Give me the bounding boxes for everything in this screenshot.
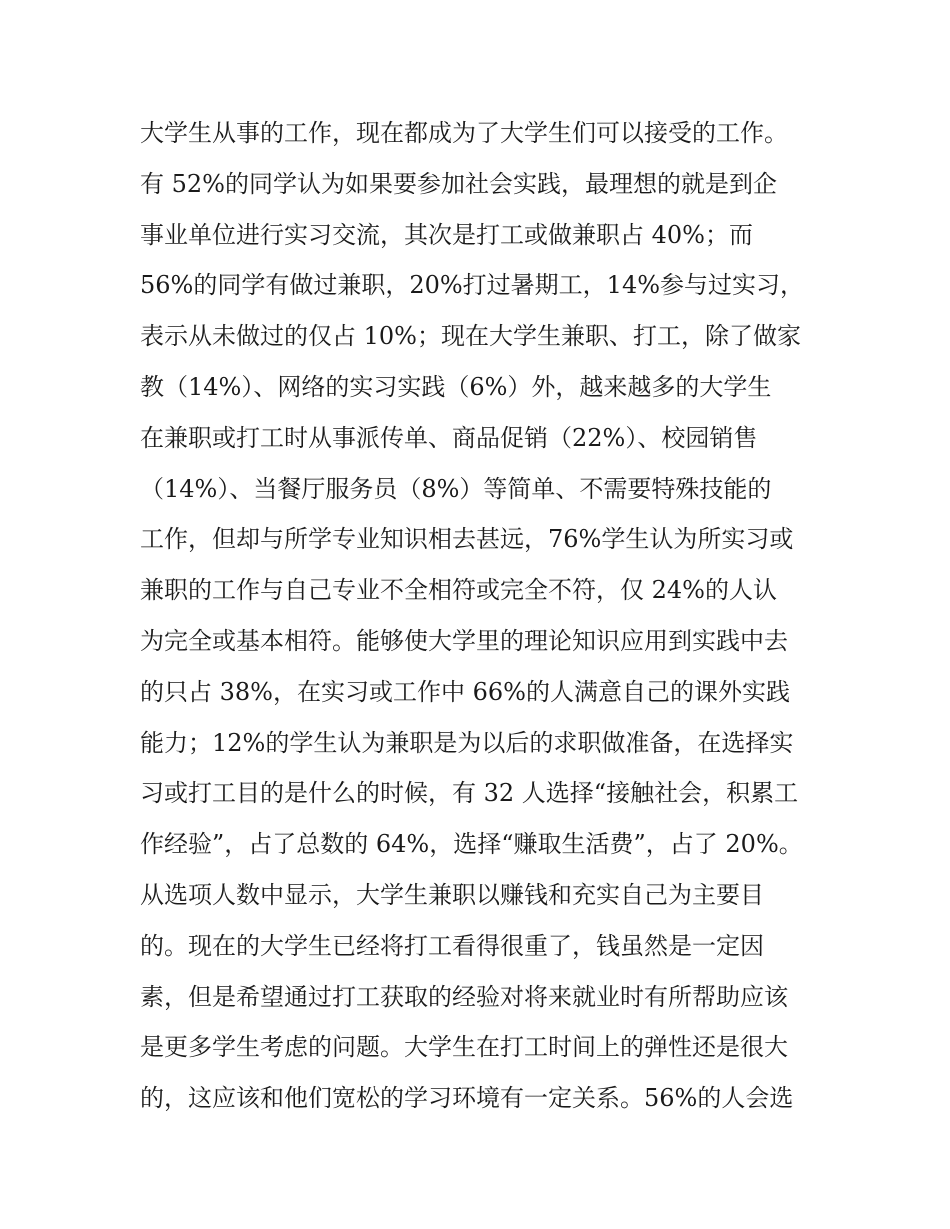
text-line: 的，这应该和他们宽松的学习环境有一定关系。56%的人会选: [140, 1084, 794, 1113]
text-line: 为完全或基本相符。能够使大学里的理论知识应用到实践中去: [140, 626, 788, 655]
text-line: 大学生从事的工作，现在都成为了大学生们可以接受的工作。: [140, 119, 788, 147]
text-line: （14%）、当餐厅服务员（8%）等简单、不需要特殊技能的: [140, 474, 772, 503]
text-line: 的。现在的大学生已经将打工看得很重了，钱虽然是一定因: [140, 931, 764, 960]
text-line: 有 52%的同学认为如果要参加社会实践，最理想的就是到企: [140, 169, 777, 198]
text-line: 事业单位进行实习交流，其次是打工或做兼职占 40%；而: [140, 220, 753, 249]
text-line: 的只占 38%，在实习或工作中 66%的人满意自己的课外实践: [140, 677, 790, 706]
text-line: 作经验”，占了总数的 64%，选择“赚取生活费”，占了 20%。: [140, 830, 803, 859]
body-text: [140, 108, 830, 1124]
text-line: 表示从未做过的仅占 10%；现在大学生兼职、打工，除了做家: [140, 322, 801, 351]
text-line: 56%的同学有做过兼职，20%打过暑期工，14%参与过实习，: [140, 271, 805, 300]
text-line: 素，但是希望通过打工获取的经验对将来就业时有所帮助应该: [140, 982, 788, 1011]
text-line: 能力；12%的学生认为兼职是为以后的求职做准备，在选择实: [140, 728, 794, 757]
text-line: 教（14%）、网络的实习实践（6%）外，越来越多的大学生: [140, 372, 772, 401]
text-line: 兼职的工作与自己专业不全相符或完全不符，仅 24%的人认: [140, 576, 777, 605]
text-line: 习或打工目的是什么的时候，有 32 人选择“接触社会，积累工: [140, 779, 799, 808]
text-line: 工作，但却与所学专业知识相去甚远，76%学生认为所实习或: [140, 525, 794, 554]
text-line: 在兼职或打工时从事派传单、商品促销（22%）、校园销售: [140, 423, 758, 452]
text-line: 从选项人数中显示，大学生兼职以赚钱和充实自己为主要目: [140, 880, 764, 909]
text-line: 是更多学生考虑的问题。大学生在打工时间上的弹性还是很大: [140, 1033, 788, 1062]
